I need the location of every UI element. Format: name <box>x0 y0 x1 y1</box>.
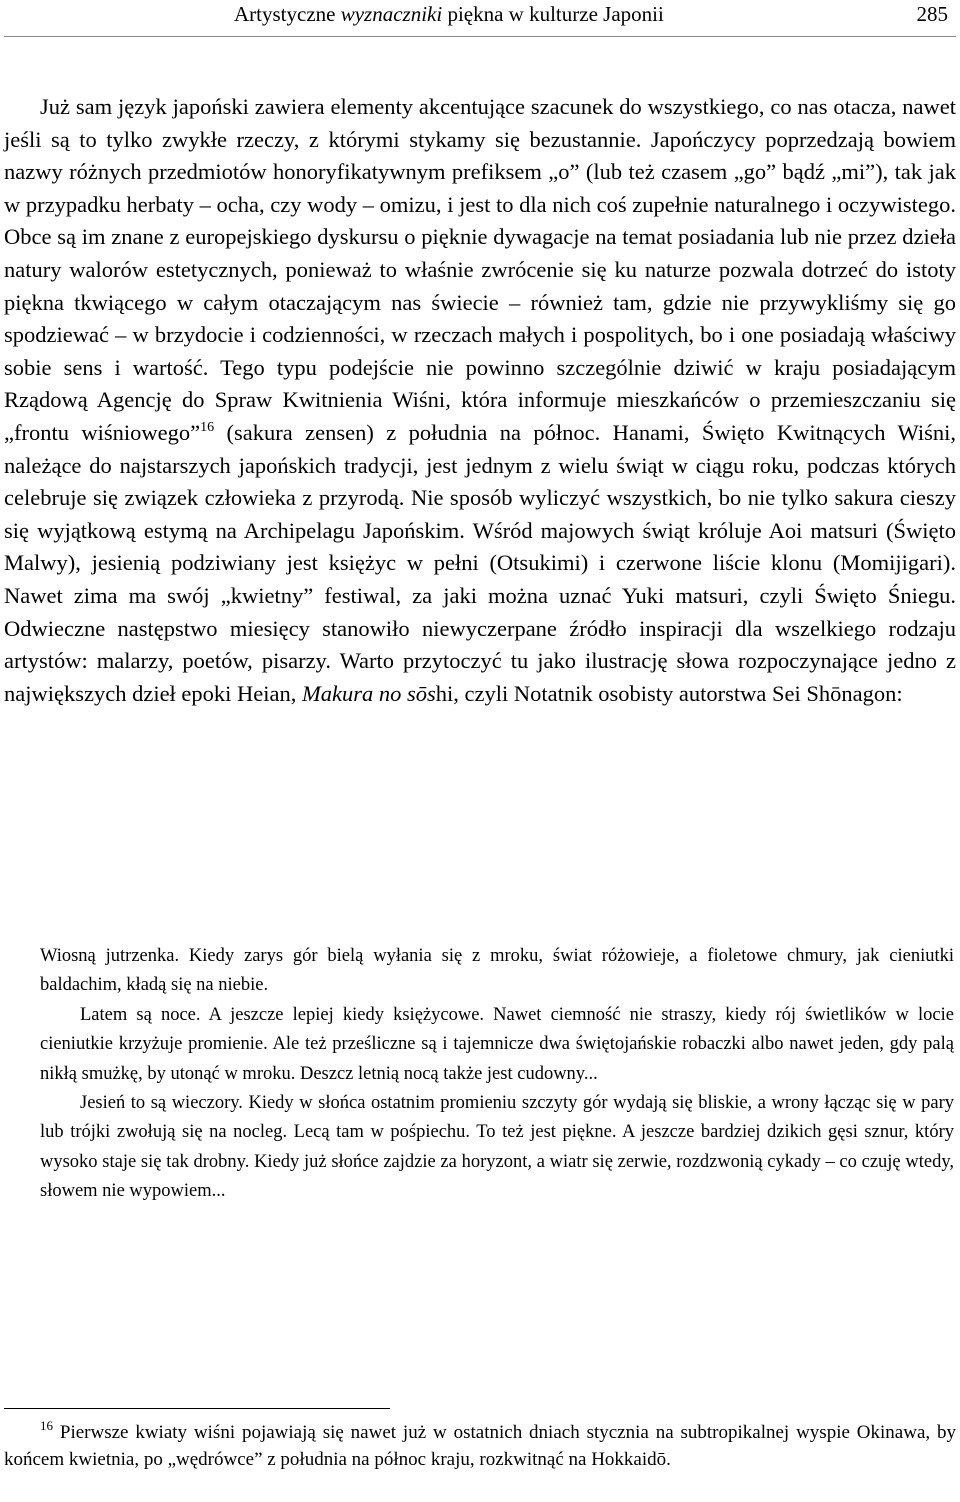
footnote-paragraph <box>4 1420 956 1473</box>
paragraph <box>4 91 956 710</box>
quote-paragraph-spring: Wiosną jutrzenka. Kiedy zarys gór bielą wyłania się z mroku, świat różowieje, a fioletowe chmury, jak cieniutki baldachim, kładą się na niebie. <box>40 946 954 996</box>
running-head-title-italic: wyznaczniki <box>340 2 443 26</box>
running-head-title <box>234 2 664 27</box>
main-text <box>4 91 956 710</box>
paragraph-text-part-2: (sakura zensen) z południa na północ. Hanami, Święto Kwitnących Wiśni, należące do najstarszych japońskich tradycji, jest jednym z wielu świąt w ciągu roku, podczas których celebruje się związek człowieka z przyrodą. Nie sposób wyliczyć wszystkich, bo nie tylko sakura cieszy się wyjątkową estymą na Archipelagu Japońskim. Wśród majowych świąt króluje Aoi matsuri (Święto Malwy), jesienią podziwiany jest księżyc w pełni (Otsukimi) i czerwone liście klonu (Momijigari). Nawet zima ma swój „kwietny” festiwal, za jaki można uznać Yuki matsuri, czyli Święto Śniegu. Odwieczne następstwo miesięcy stanowiło niewyczerpane źródło inspiracji dla wszelkiego rodzaju artystów: malarzy, poetów, pisarzy. Warto przytoczyć tu jako ilustrację słowa rozpoczynające jedno z największych dzieł epoki Heian, <box>4 419 957 706</box>
quote-paragraph-autumn: Jesień to są wieczory. Kiedy w słońca ostatnim promieniu szczyty gór wydają się bliskie, a wrony łącząc się w pary lub trójki zwołują się na nocleg. Lecą tam w pośpiechu. To też jest piękne. A jeszcze bardziej dzikich gęsi sznur, który wysoko staje się tak drobny. Kiedy już słońce zajdzie za horyzont, a wiatr się zerwie, rozdzwonią cykady – co czuję wtedy, słowem nie wypowiem... <box>40 1093 954 1202</box>
footnote <box>4 1420 956 1473</box>
footnote-reference[interactable]: 16 <box>200 419 215 435</box>
footnote-text: Pierwsze kwiaty wiśni pojawiają się nawet już w ostatnich dniach stycznia na subtropikalnej wyspie Okinawa, by końcem kwietnia, po „wędrówce” z południa na północ kraju, rozkwitnąć na Hokkaidō. <box>4 1422 956 1470</box>
footnote-rule <box>4 1408 390 1409</box>
block-quote <box>40 942 954 1207</box>
page-number: 285 <box>916 2 948 26</box>
book-title-tail: hi <box>435 680 454 706</box>
footnote-number: 16 <box>40 1418 53 1433</box>
paragraph-text-part-1: Już sam język japoński zawiera elementy akcentujące szacunek do wszystkiego, co nas otacza, nawet jeśli są to tylko zwykłe rzeczy, z którymi stykamy się bezustannie. Japończycy poprzedzają bowiem nazwy różnych przedmiotów honoryfikatywnym prefiksem „o” (lub też czasem „go” bądź „mi”), tak jak w przypadku herbaty – ocha, czy wody – omizu, i jest to dla nich coś zupełnie naturalnego i oczywistego. Obce są im znane z europejskiego dyskursu o pięknie dywagacje na temat posiadania lub nie przez dzieła natury walorów estetycznych, ponieważ to właśnie zwrócenie się ku naturze pozwala dotrzeć do istoty piękna tkwiącego w całym otaczającym nas świecie – również tam, gdzie nie przywykliśmy się go spodziewać – w brzydocie i codzienności, w rzeczach małych i pospolitych, bo i one posiadają właściwy sobie sens i wartość. Tego typu podejście nie powinno szczególnie dziwić w kraju posiadającym Rządową Agencję do Spraw Kwitnienia Wiśni, która informuje mieszkańców o przemieszczaniu się „frontu wiśniowego” <box>4 94 956 445</box>
book-title: Makura no sōs <box>302 680 436 706</box>
quote-paragraph-summer: Latem są noce. A jeszcze lepiej kiedy księżycowe. Nawet ciemność nie straszy, kiedy rój świetlików w locie cieniutkie krzyżuje promienie. Ale też prześliczne są i tajemnicze dwa świętojańskie robaczki albo nawet jeden, gdy palą nikłą smużkę, by utonąć w mroku. Deszcz letnią nocą także jest cudowny... <box>40 1004 954 1084</box>
paragraph-text-part-3: , czyli Notatnik osobisty autorstwa Sei Shōnagon: <box>453 680 903 706</box>
running-head-title-part: Artystyczne <box>234 2 341 26</box>
header-rule <box>4 36 956 37</box>
running-head-title-rest: piękna w kulturze Japonii <box>442 2 664 26</box>
running-head <box>0 0 960 40</box>
